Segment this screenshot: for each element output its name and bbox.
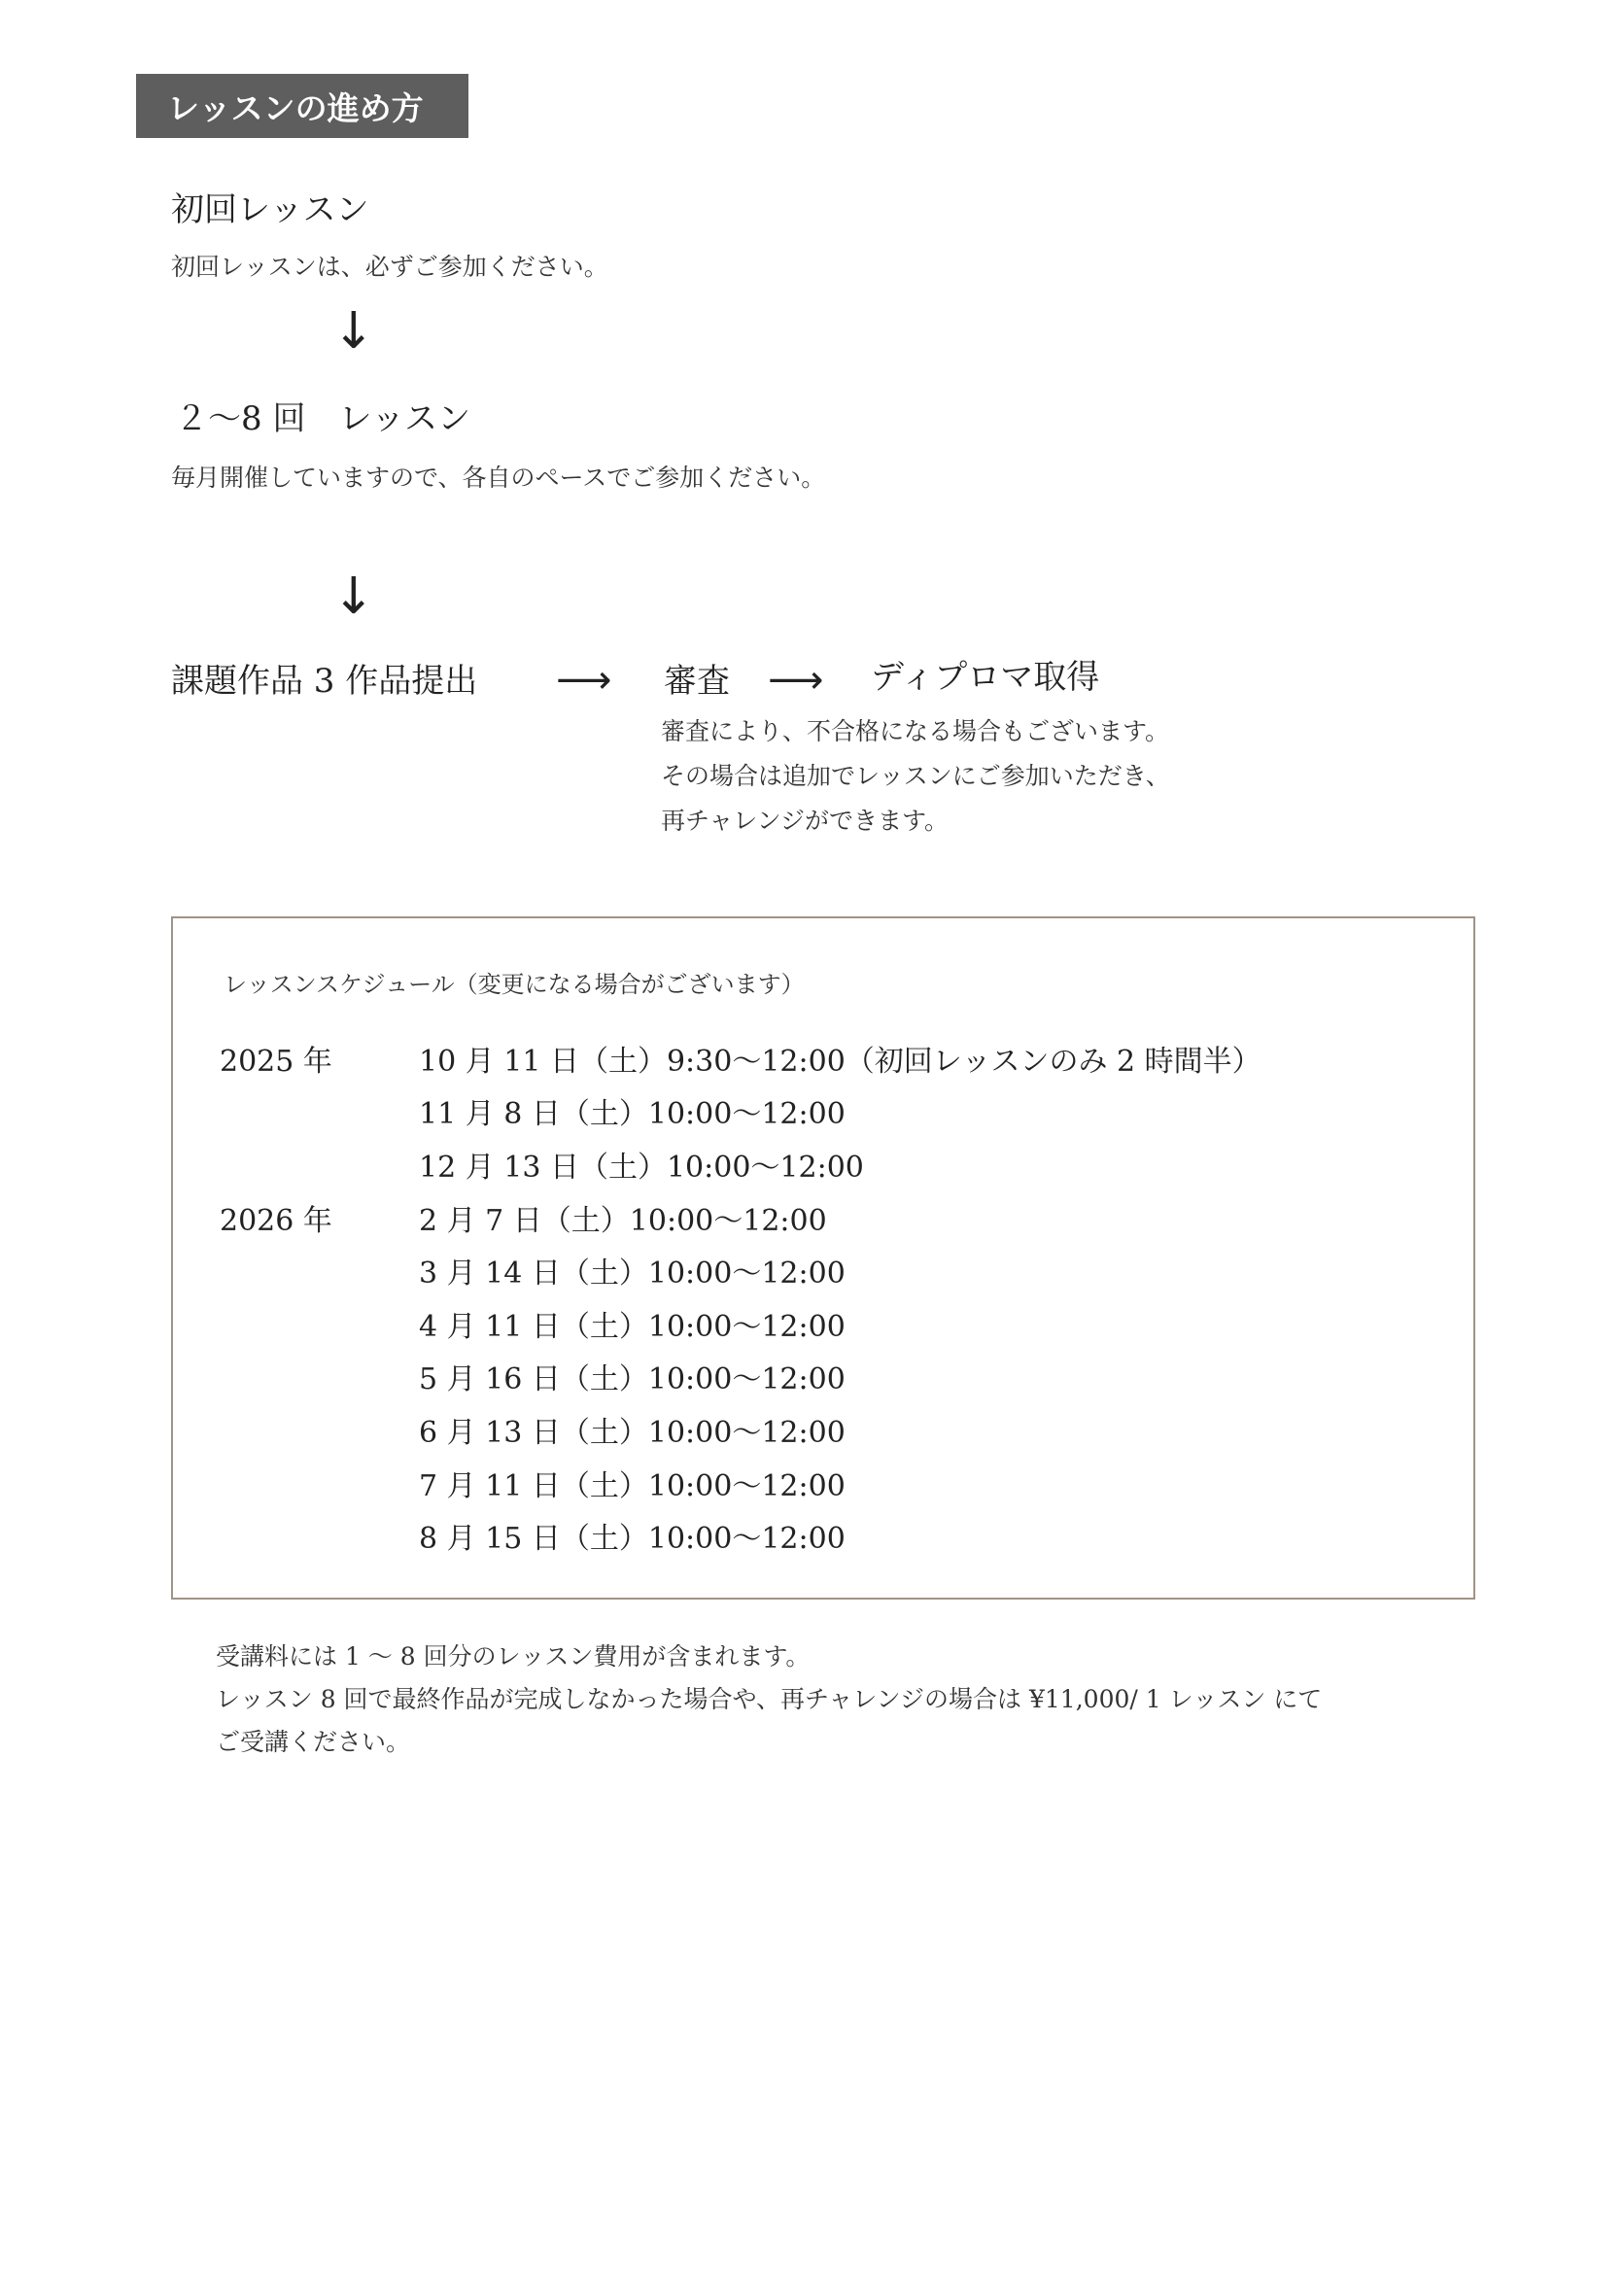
schedule-date: 10 月 11 日（土）9:30～12:00（初回レッスンのみ 2 時間半）: [419, 1045, 1261, 1079]
schedule-year: 2025 年: [220, 1045, 332, 1079]
schedule-date: 6 月 13 日（土）10:00～12:00: [419, 1416, 846, 1450]
schedule-row: [173, 1037, 1473, 1089]
fee-note-line: レッスン 8 回で最終作品が完成しなかった場合や、再チャレンジの場合は ¥11,000/ 1 レッスン にて: [216, 1685, 1323, 1713]
arrow-down-icon: ↓: [332, 302, 375, 361]
schedule-row: [173, 1196, 1473, 1249]
fee-note-line: ご受講ください。: [216, 1728, 411, 1756]
arrow-right-icon: ⟶: [556, 658, 612, 703]
step-submit-title: 課題作品 3 作品提出: [171, 662, 478, 701]
review-note-line: 再チャレンジができます。: [661, 807, 950, 835]
step-second-desc: 毎月開催していますので、各自のペースでご参加ください。: [171, 464, 826, 492]
schedule-row: [173, 1302, 1473, 1355]
schedule-date: 12 月 13 日（土）10:00～12:00: [419, 1151, 864, 1185]
step-diploma-title: ディプロマ取得: [871, 658, 1100, 697]
arrow-down-icon: ↓: [332, 568, 375, 626]
schedule-date: 11 月 8 日（土）10:00～12:00: [419, 1097, 846, 1131]
schedule-row: [173, 1462, 1473, 1514]
schedule-row: [173, 1355, 1473, 1407]
section-header-title: レッスンの進め方: [167, 88, 424, 127]
schedule-row: [173, 1089, 1473, 1142]
section-header: [136, 74, 468, 138]
fee-notes: [216, 1636, 1322, 1764]
schedule-date: 2 月 7 日（土）10:00～12:00: [419, 1204, 827, 1238]
step-first-title: 初回レッスン: [171, 190, 369, 229]
step-review-title: 審査: [664, 662, 730, 701]
schedule-row: [173, 1249, 1473, 1301]
step-first-desc: 初回レッスンは、必ずご参加ください。: [171, 253, 608, 281]
review-note-line: その場合は追加でレッスンにご参加いただき、: [661, 762, 1170, 790]
review-notes: [661, 709, 1170, 844]
schedule-date: 3 月 14 日（土）10:00～12:00: [419, 1257, 846, 1291]
fee-note-line: 受講料には 1 ～ 8 回分のレッスン費用が含まれます。: [216, 1642, 811, 1670]
schedule-date: 7 月 11 日（土）10:00～12:00: [419, 1469, 846, 1503]
review-note-line: 審査により、不合格になる場合もございます。: [661, 717, 1170, 745]
schedule-date: 8 月 15 日（土）10:00～12:00: [419, 1522, 846, 1556]
schedule-title: レッスンスケジュール（変更になる場合がございます）: [224, 971, 805, 998]
schedule-year: 2026 年: [220, 1204, 332, 1238]
schedule-row: [173, 1408, 1473, 1461]
schedule-box: [171, 916, 1475, 1600]
schedule-date: 4 月 11 日（土）10:00～12:00: [419, 1310, 846, 1344]
schedule-date: 5 月 16 日（土）10:00～12:00: [419, 1362, 846, 1396]
step-second-title: ２～8 回 レッスン: [175, 399, 471, 438]
arrow-right-icon: ⟶: [768, 658, 824, 703]
schedule-row: [173, 1143, 1473, 1195]
schedule-row: [173, 1514, 1473, 1567]
